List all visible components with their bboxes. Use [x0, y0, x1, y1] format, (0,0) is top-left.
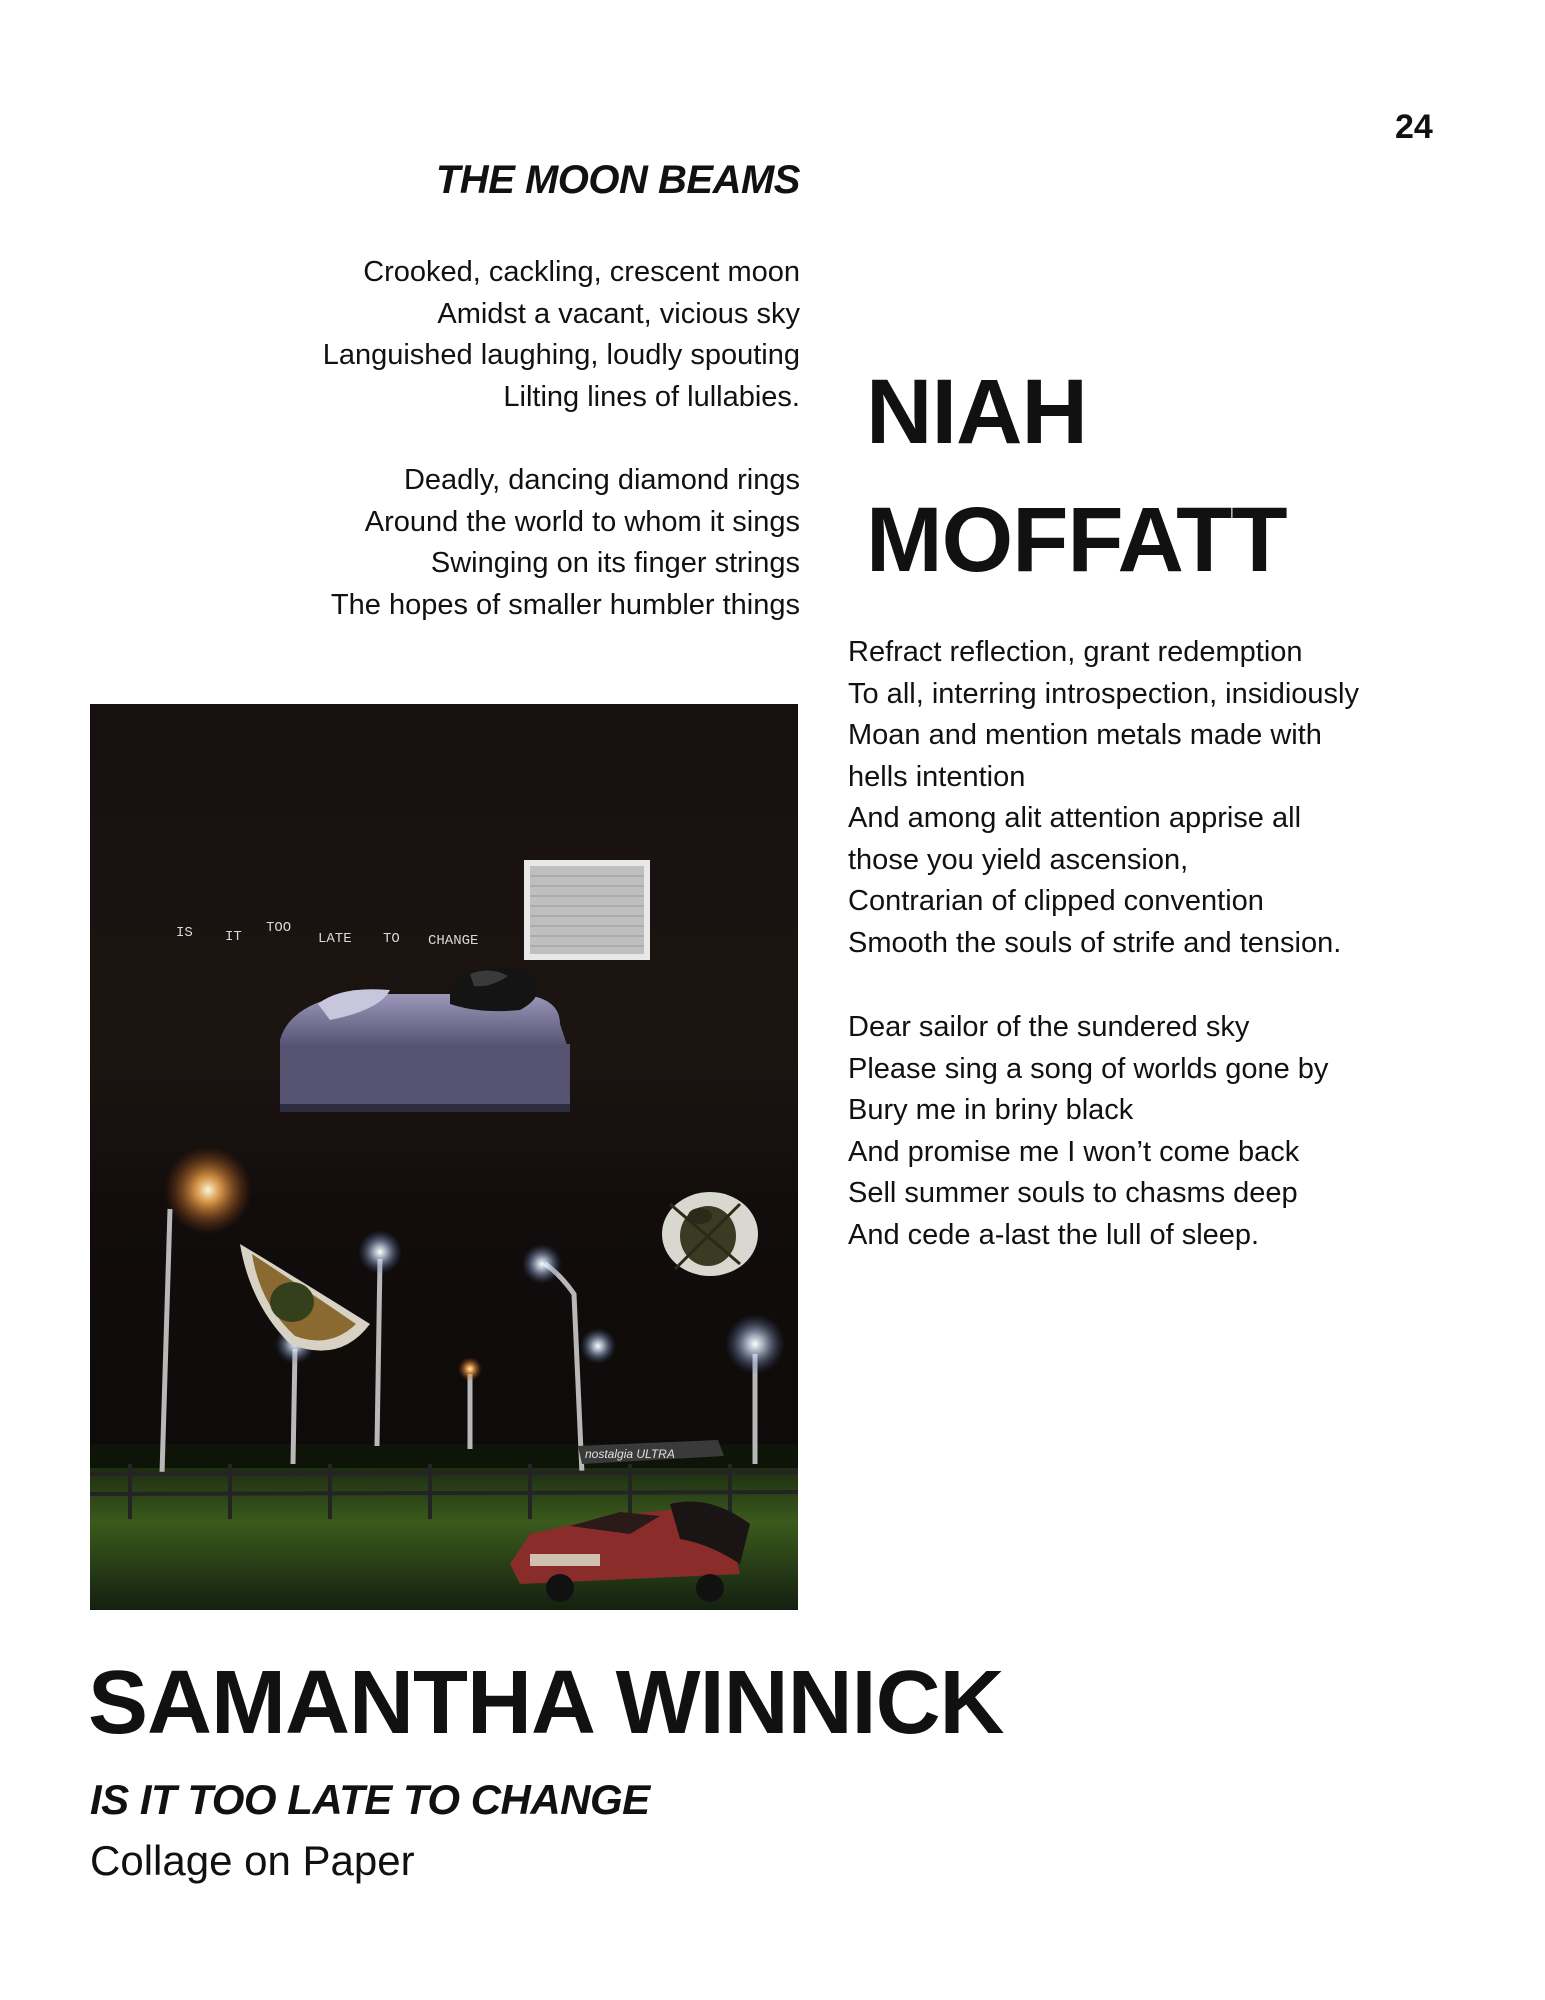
artwork-medium: Collage on Paper	[90, 1837, 415, 1884]
poem-line: Refract reflection, grant redemption	[848, 636, 1303, 668]
window-blinds	[530, 866, 644, 954]
poem-stanza-3	[848, 632, 1448, 964]
poem-line: Deadly, dancing diamond rings	[403, 464, 800, 496]
artwork-title: IS IT TOO LATE TO CHANGE	[90, 1776, 650, 1823]
collage-word: CHANGE	[428, 933, 479, 949]
poem-title: THE MOON BEAMS	[435, 158, 800, 202]
page-number: 24	[1395, 108, 1433, 146]
collage-word: LATE	[318, 931, 352, 947]
poem-line: Amidst a vacant, vicious sky	[437, 297, 800, 330]
streetlight-glow	[358, 1230, 402, 1274]
streetlight-glow	[522, 1244, 562, 1284]
collage-word: IS	[176, 925, 193, 941]
poem-line: To all, interring introspection, insidiously	[848, 677, 1359, 710]
poem-line: Swinging on its finger strings	[430, 547, 800, 579]
poem-line: Smooth the souls of strife and tension.	[848, 926, 1342, 959]
cicada-sticker	[240, 1244, 370, 1351]
artist-name: SAMANTHA WINNICK	[88, 1653, 1004, 1753]
streetlight-glow	[458, 1357, 482, 1381]
poem-line: hells intention	[848, 760, 1026, 793]
poem-line: The hopes of smaller humbler things	[330, 588, 800, 621]
poem-line: Languished laughing, loudly spouting	[322, 339, 800, 371]
poem-line: Around the world to whom it sings	[364, 505, 800, 538]
poem-line: Please sing a song of worlds gone by	[848, 1052, 1329, 1085]
poem-line: And promise me I won’t come back	[848, 1135, 1300, 1168]
poet-last-name: MOFFATT	[866, 489, 1287, 591]
collage-word: TOO	[266, 920, 292, 936]
poem-line: And among alit attention apprise all	[848, 802, 1302, 834]
poet-first-name: NIAH	[866, 361, 1087, 463]
poem-line: Bury me in briny black	[848, 1094, 1134, 1126]
poem-line: Moan and mention metals made with	[848, 719, 1322, 751]
sign-text: nostalgia ULTRA	[585, 1447, 675, 1461]
collage-illustration	[90, 704, 798, 1610]
bed-cutout	[280, 968, 570, 1112]
streetlight-glow	[164, 1146, 252, 1234]
collage-word: IT	[225, 929, 242, 945]
streetlight-glow	[580, 1328, 616, 1364]
collage-artwork	[90, 704, 798, 1610]
poem-line: those you yield ascension,	[848, 843, 1189, 876]
poem-line: Contrarian of clipped convention	[848, 885, 1264, 917]
poem-stanza-1	[200, 252, 800, 418]
poet-name	[866, 348, 1287, 604]
poem-line: Sell summer souls to chasms deep	[848, 1177, 1298, 1209]
poem-line: Crooked, cackling, crescent moon	[363, 256, 800, 288]
collage-word: TO	[383, 931, 400, 947]
poem-line: And cede a-last the lull of sleep.	[848, 1218, 1260, 1251]
poem-line: Dear sailor of the sundered sky	[848, 1011, 1250, 1043]
poem-line: Lilting lines of lullabies.	[503, 380, 800, 413]
poem-stanza-4	[848, 1007, 1448, 1256]
streetlight-glow	[725, 1314, 785, 1374]
poem-stanza-2	[200, 460, 800, 626]
beetle-sticker	[662, 1192, 758, 1276]
